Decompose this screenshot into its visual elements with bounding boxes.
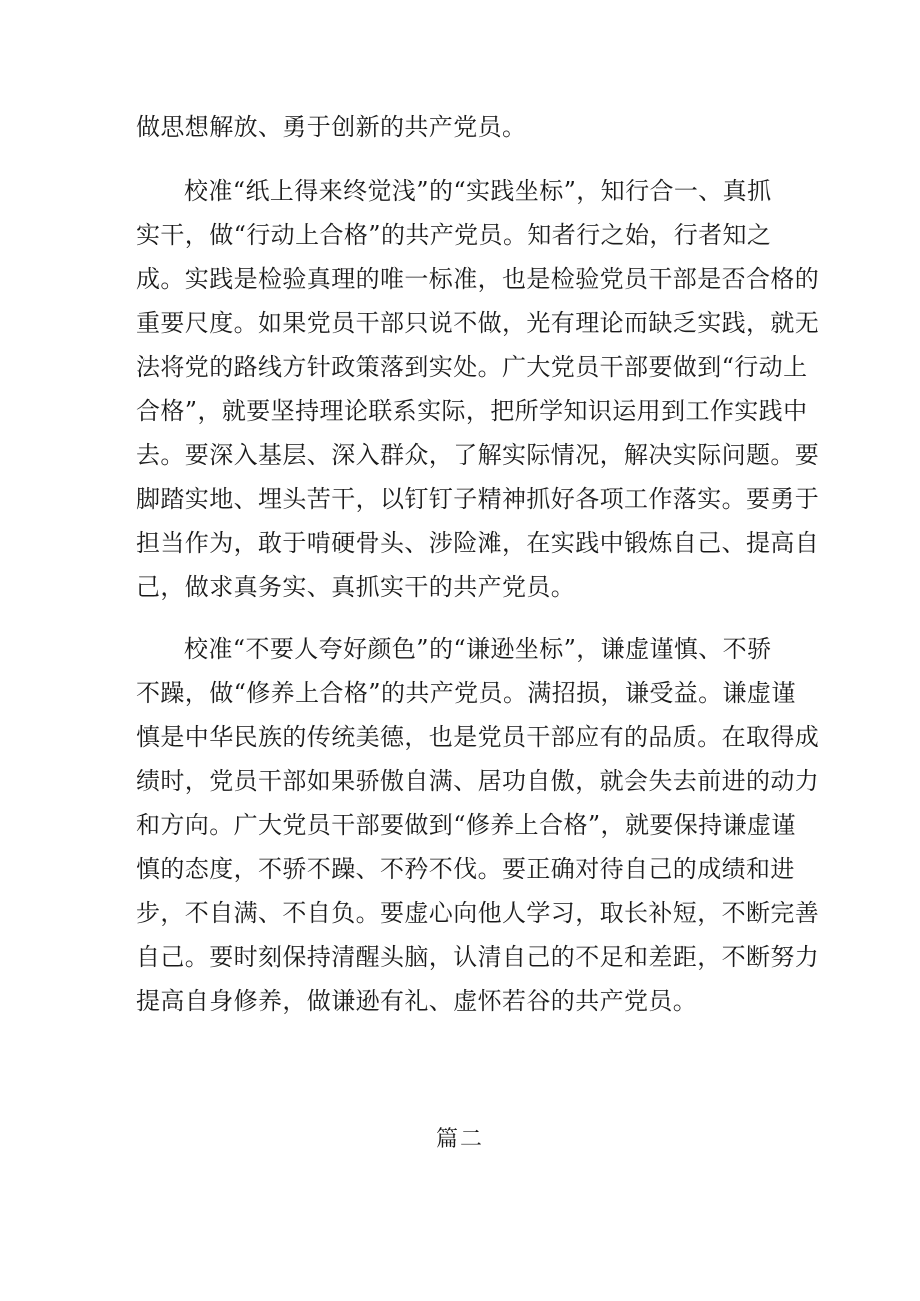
paragraph-line: 实干，做“行动上合格”的共产党员。知者行之始，行者知之 bbox=[136, 221, 772, 249]
paragraph-line: 绩时，党员干部如果骄傲自满、居功自傲，就会失去前进的动力 bbox=[136, 767, 820, 795]
paragraph-line: 去。要深入基层、深入群众，了解实际情况，解决实际问题。要 bbox=[136, 441, 820, 469]
paragraph-line: 法将党的路线方针政策落到实处。广大党员干部要做到“行动上 bbox=[136, 353, 808, 381]
paragraph-line: 脚踏实地、埋头苦干，以钉钉子精神抓好各项工作落实。要勇于 bbox=[136, 485, 820, 513]
paragraph-line: 做思想解放、勇于创新的共产党员。 bbox=[136, 113, 527, 141]
paragraph-line: 提高自身修养，做谦逊有礼、虚怀若谷的共产党员。 bbox=[136, 987, 698, 1015]
paragraph-line: 成。实践是检验真理的唯一标准，也是检验党员干部是否合格的 bbox=[136, 265, 820, 293]
paragraph-line: 担当作为，敢于啃硬骨头、涉险滩，在实践中锻炼自己、提高自 bbox=[136, 529, 820, 557]
paragraph-line: 合格”，就要坚持理论联系实际，把所学知识运用到工作实践中 bbox=[136, 397, 808, 425]
section-heading: 篇二 bbox=[435, 1127, 484, 1152]
paragraph-line: 校准“纸上得来终觉浅”的“实践坐标”，知行合一、真抓 bbox=[184, 177, 772, 205]
paragraph-line: 慎是中华民族的传统美德，也是党员干部应有的品质。在取得成 bbox=[136, 723, 820, 751]
paragraph-line: 不躁，做“修养上合格”的共产党员。满招损，谦受益。谦虚谨 bbox=[136, 679, 796, 707]
paragraph-line: 己，做求真务实、真抓实干的共产党员。 bbox=[136, 573, 576, 601]
paragraph-line: 重要尺度。如果党员干部只说不做，光有理论而缺乏实践，就无 bbox=[136, 309, 820, 337]
paragraph-line: 自己。要时刻保持清醒头脑，认清自己的不足和差距，不断努力 bbox=[136, 943, 820, 971]
paragraph-line: 步，不自满、不自负。要虚心向他人学习，取长补短，不断完善 bbox=[136, 899, 820, 927]
paragraph-line: 校准“不要人夸好颜色”的“谦逊坐标”，谦虚谨慎、不骄 bbox=[184, 635, 772, 663]
paragraph-line: 和方向。广大党员干部要做到“修养上合格”，就要保持谦虚谨 bbox=[136, 811, 796, 839]
paragraph-line: 慎的态度，不骄不躁、不矜不伐。要正确对待自己的成绩和进 bbox=[136, 855, 795, 883]
